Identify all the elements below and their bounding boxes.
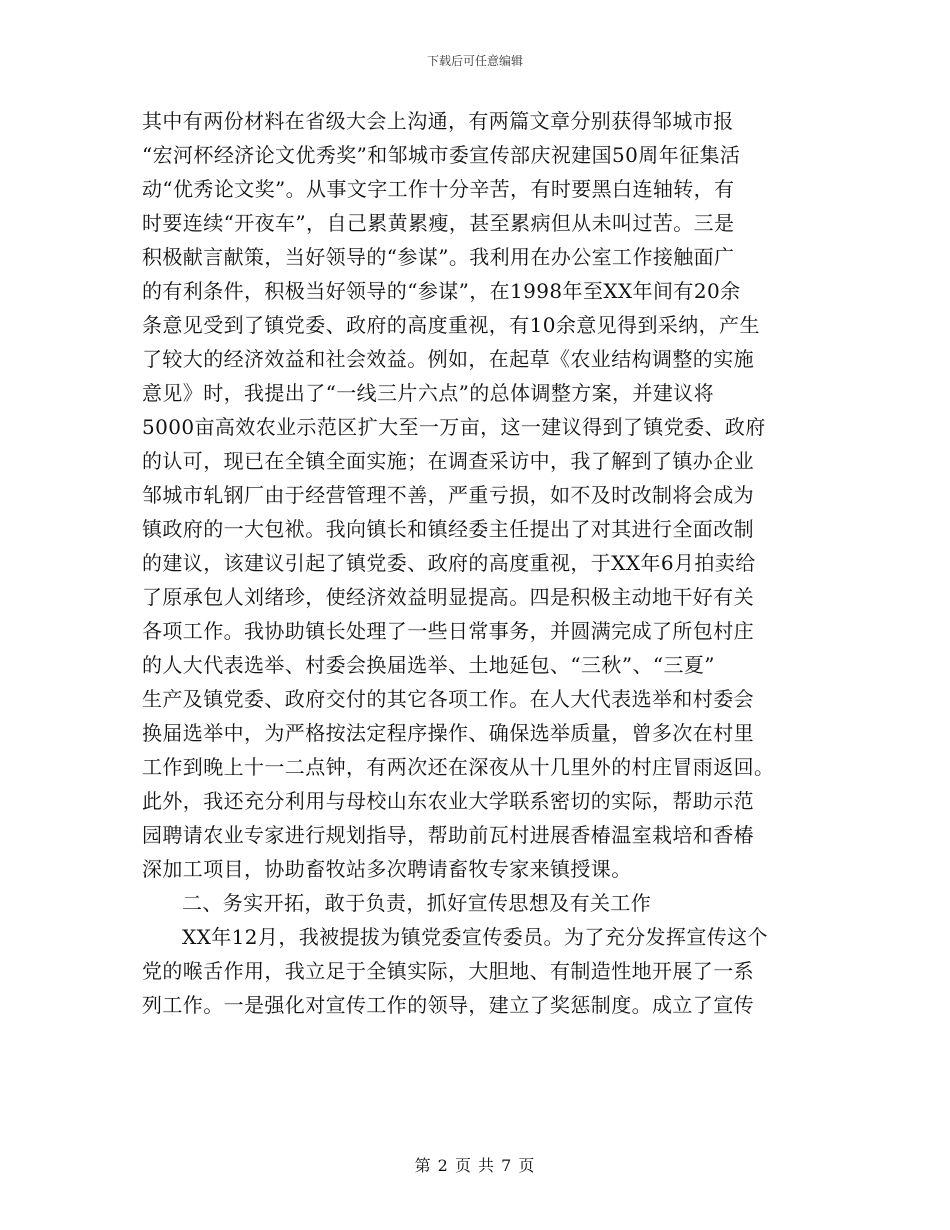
paragraph-line: 此外，我还充分利用与母校山东农业大学联系密切的实际，帮助示范 (142, 789, 754, 813)
paragraph-line: 条意见受到了镇党委、政府的高度重视，有10余意见得到采纳，产生 (142, 313, 760, 337)
paragraph-line: “宏河杯经济论文优秀奖”和邹城市委宣传部庆祝建国50周年征集活 (142, 143, 741, 167)
paragraph-line: 的建议，该建议引起了镇党委、政府的高度重视，于XX年6月拍卖给 (142, 551, 756, 575)
paragraph-line: 时要连续“开夜车”，自己累黄累瘦，甚至累病但从未叫过苦。三是 (142, 211, 735, 235)
paragraph-line: 深加工项目，协助畜牧站多次聘请畜牧专家来镇授课。 (142, 857, 632, 881)
page-number: 第 2 页 共 7 页 (414, 1156, 536, 1175)
section-heading: 二、务实开拓，敢于负责，抓好宣传思想及有关工作 (182, 891, 652, 915)
paragraph-line: 镇政府的一大包袱。我向镇长和镇经委主任提出了对其进行全面改制 (142, 517, 754, 541)
paragraph-line: 生产及镇党委、政府交付的其它各项工作。在人大代表选举和村委会 (142, 687, 754, 711)
paragraph-line: 各项工作。我协助镇长处理了一些日常事务，并圆满完成了所包村庄 (142, 619, 754, 643)
paragraph-line: XX年12月，我被提拔为镇党委宣传委员。为了充分发挥宣传这个 (182, 925, 768, 949)
paragraph-line: 邹城市轧钢厂由于经营管理不善，严重亏损，如不及时改制将会成为 (142, 483, 754, 507)
paragraph-line: 的认可，现已在全镇全面实施；在调查采访中，我了解到了镇办企业 (142, 449, 754, 473)
page-header: 下载后可任意编辑 (426, 54, 523, 68)
paragraph-line: 5000亩高效农业示范区扩大至一万亩，这一建议得到了镇党委、政府 (142, 415, 766, 439)
paragraph-line: 列工作。一是强化对宣传工作的领导，建立了奖惩制度。成立了宣传 (142, 993, 754, 1017)
paragraph-line: 党的喉舌作用，我立足于全镇实际，大胆地、有制造性地开展了一系 (142, 959, 754, 983)
paragraph-line: 动“优秀论文奖”。从事文字工作十分辛苦，有时要黑白连轴转，有 (142, 177, 735, 201)
paragraph-line: 的人大代表选举、村委会换届选举、土地延包、“三秋”、“三夏” (142, 653, 715, 677)
paragraph-line: 换届选举中，为严格按法定程序操作、确保选举质量，曾多次在村里 (142, 721, 754, 745)
paragraph-line: 其中有两份材料在省级大会上沟通，有两篇文章分别获得邹城市报 (142, 109, 734, 133)
paragraph-line: 意见》时，我提出了“一线三片六点”的总体调整方案，并建议将 (142, 381, 715, 405)
paragraph-line: 的有利条件，积极当好领导的“参谋”，在1998年至XX年间有20余 (142, 279, 741, 303)
document-body (142, 104, 824, 1022)
paragraph-line: 积极献言献策，当好领导的“参谋”。我利用在办公室工作接触面广 (142, 245, 735, 269)
paragraph-line: 了原承包人刘绪珍，使经济效益明显提高。四是积极主动地干好有关 (142, 585, 754, 609)
paragraph-line: 工作到晚上十一二点钟，有两次还在深夜从十几里外的村庄冒雨返回。 (142, 755, 775, 779)
paragraph-line: 园聘请农业专家进行规划指导，帮助前瓦村进展香椿温室栽培和香椿 (142, 823, 754, 847)
paragraph-line: 了较大的经济效益和社会效益。例如，在起草《农业结构调整的实施 (142, 347, 754, 371)
